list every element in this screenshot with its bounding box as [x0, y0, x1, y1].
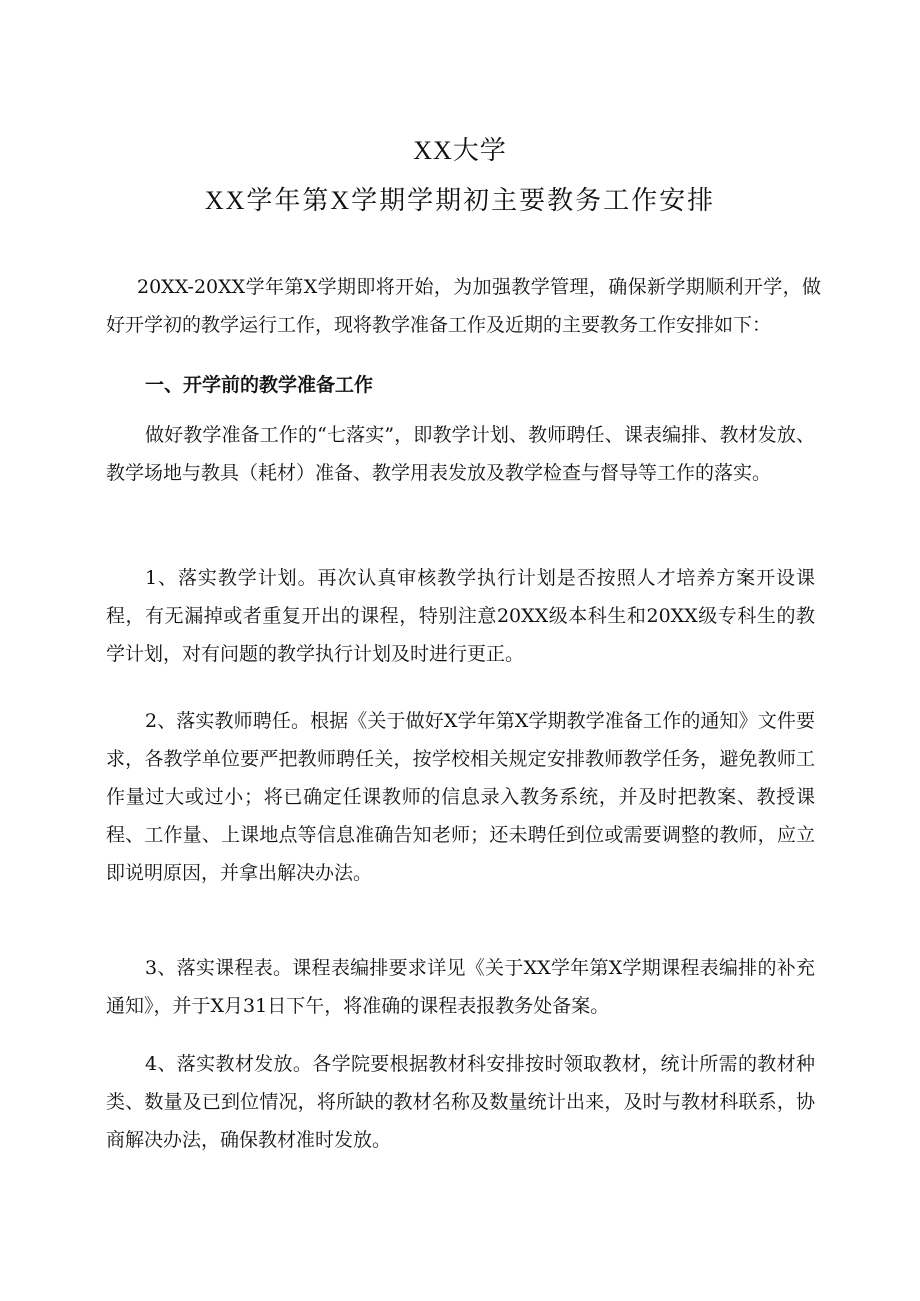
document-title-university: XX大学: [413, 136, 507, 165]
section1-intro-paragraph: 做好教学准备工作的“七落实”，即教学计划、教师聘任、课表编排、教材发放、教学场地与教具（耗材）准备、教学用表发放及教学检查与督导等工作的落实。: [106, 424, 815, 484]
intro-paragraph: 20XX-20XX学年第X学期即将开始，为加强教学管理，确保新学期顺利开学，做好开学初的教学运行工作，现将教学准备工作及近期的主要教务工作安排如下：: [106, 276, 821, 336]
item-teacher-appointment: 2、落实教师聘任。根据《关于做好X学年第X学期教学准备工作的通知》文件要求，各教学单位要严把教师聘任关，按学校相关规定安排教师教学任务，避免教师工作量过大或过小；将已确定任课教师的信息录入教务系统，并及时把教案、教授课程、工作量、上课地点等信息准确告知老师；还未聘任到位或需要调整的教师，应立即说明原因，并拿出解决办法。: [106, 710, 815, 884]
item-textbook-distribution: 4、落实教材发放。各学院要根据教材科安排按时领取教材，统计所需的教材种类、数量及已到位情况，将所缺的教材名称及数量统计出来，及时与教材科联系，协商解决办法，确保教材准时发放。: [106, 1053, 815, 1151]
item-teaching-plan: 1、落实教学计划。再次认真审核教学执行计划是否按照人才培养方案开设课程，有无漏掉或者重复开出的课程，特别注意20XX级本科生和20XX级专科生的教学计划，对有问题的教学执行计划及时进行更正。: [106, 567, 815, 665]
section-heading-1: 一、开学前的教学准备工作: [145, 374, 374, 396]
document-title-main: XX学年第X学期学期初主要教务工作安排: [204, 186, 716, 215]
item-timetable: 3、落实课程表。课程表编排要求详见《关于XX学年第X学期课程表编排的补充通知》，并于X月31日下午，将准确的课程表报教务处备案。: [106, 957, 815, 1017]
